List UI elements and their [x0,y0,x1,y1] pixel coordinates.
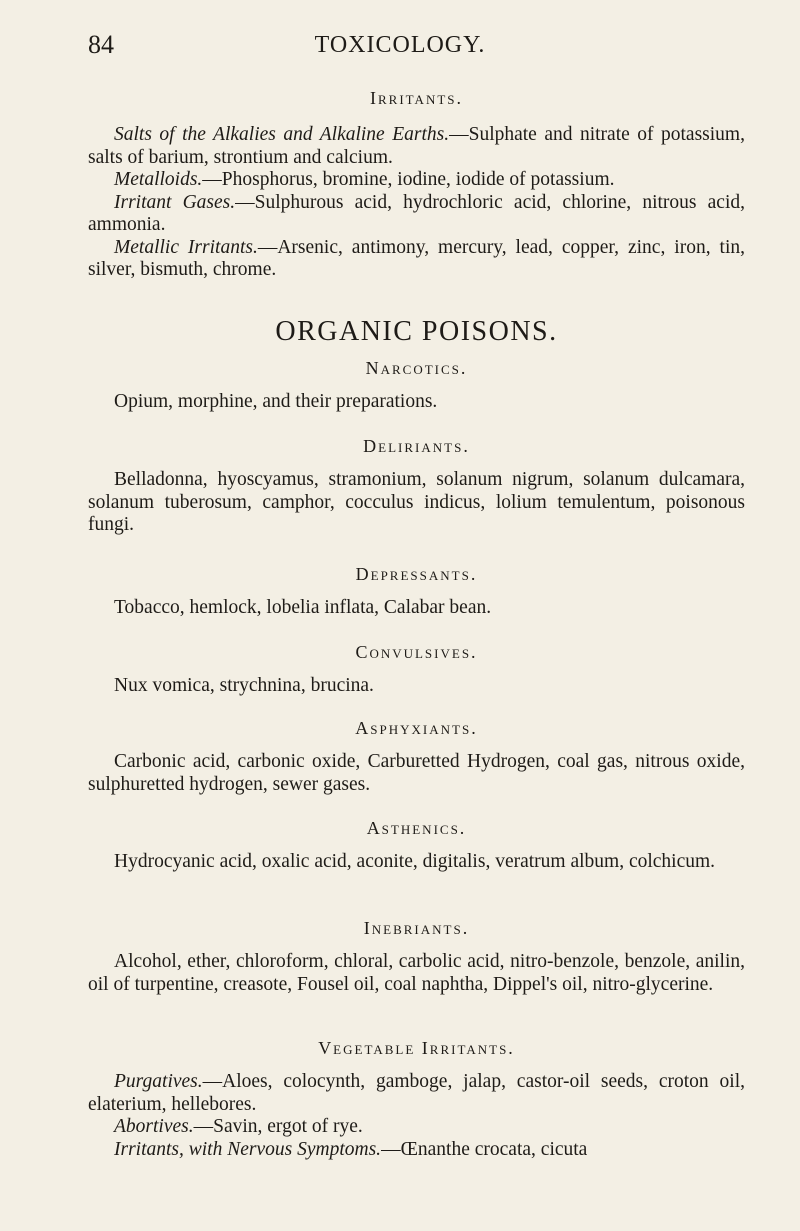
convulsives-text: Nux vomica, strychnina, brucina. [114,675,374,696]
metalloids-label: Metalloids. [114,169,203,190]
depressants-section [88,564,745,620]
nervous-irritants-text: —Œnanthe crocata, cicuta [381,1138,588,1160]
inebriants-text: Alcohol, ether, chloroform, chloral, carbolic acid, nitro-benzole, benzole, anilin, oil of turpentine, creasote, Fousel oil, coal naphtha, Dippel's oil, nitro-glycerine. [88,951,745,995]
inebriants-section [88,918,745,996]
metallic-label: Metallic Irritants. [114,236,258,258]
organic-poisons-title: ORGANIC POISONS. [275,316,558,347]
convulsives-heading: Convulsives. [355,642,478,662]
metalloids-paragraph [88,169,745,192]
asthenics-text: Hydrocyanic acid, oxalic acid, aconite, digitalis, veratrum album, colchicum. [114,851,716,872]
gases-paragraph [88,192,745,237]
irritants-heading: Irritants. [369,88,463,108]
gases-label: Irritant Gases. [114,191,236,213]
abortives-label: Abortives. [114,1116,194,1137]
abortives-paragraph [88,1116,745,1139]
asphyxiants-section [88,718,745,796]
deliriants-heading: Deliriants. [363,436,470,456]
purgatives-paragraph [88,1071,745,1116]
salts-paragraph [88,124,745,169]
depressants-heading: Depressants. [355,564,478,584]
abortives-text: —Savin, ergot of rye. [193,1116,363,1137]
irritants-section [88,88,745,109]
metallic-text: —Arsenic, antimony, mercury, lead, copper, zinc, iron, tin, silver, bismuth, chrome. [88,236,745,280]
convulsives-section [88,642,745,698]
depressants-text: Tobacco, hemlock, lobelia inflata, Calabar bean. [114,597,492,618]
purgatives-text: —Aloes, colocynth, gamboge, jalap, castor-oil seeds, croton oil, elaterium, hellebores. [88,1071,745,1115]
narcotics-section [88,358,745,414]
narcotics-heading: Narcotics. [365,358,468,378]
salts-text: —Sulphate and nitrate of potassium, salts of barium, strontium and calcium. [88,124,745,168]
metalloids-text: —Phosphorus, bromine, iodine, iodide of potassium. [202,169,615,190]
vegetable-irritants-section [88,1038,745,1161]
deliriants-text: Belladonna, hyoscyamus, stramonium, solanum nigrum, solanum dulcamara, solanum tuberosum, camphor, cocculus indicus, lolium temulentum, poisonous fungi. [88,469,745,535]
gases-text: —Sulphurous acid, hydrochloric acid, chlorine, nitrous acid, ammonia. [88,191,746,235]
nervous-irritants-label: Irritants, with Nervous Symptoms. [114,1138,382,1160]
nervous-irritants-paragraph [88,1139,745,1162]
asthenics-section [88,818,745,874]
asthenics-heading: Asthenics. [366,818,467,838]
narcotics-text: Opium, morphine, and their preparations. [114,391,438,412]
salts-label: Salts of the Alkalies and Alkaline Earths. [114,124,450,145]
running-title: TOXICOLOGY. [314,32,486,58]
running-header [0,30,800,64]
vegetable-irritants-heading: Vegetable Irritants. [318,1038,515,1058]
page-number: 84 [88,30,114,59]
irritants-body [88,124,745,282]
deliriants-section [88,436,745,537]
asphyxiants-heading: Asphyxiants. [355,718,478,738]
inebriants-heading: Inebriants. [363,918,470,938]
metallic-paragraph [88,237,745,282]
organic-title-block [88,316,745,348]
purgatives-label: Purgatives. [114,1071,203,1092]
asphyxiants-text: Carbonic acid, carbonic oxide, Carburetted Hydrogen, coal gas, nitrous oxide, sulphuretted hydrogen, sewer gases. [88,751,745,795]
